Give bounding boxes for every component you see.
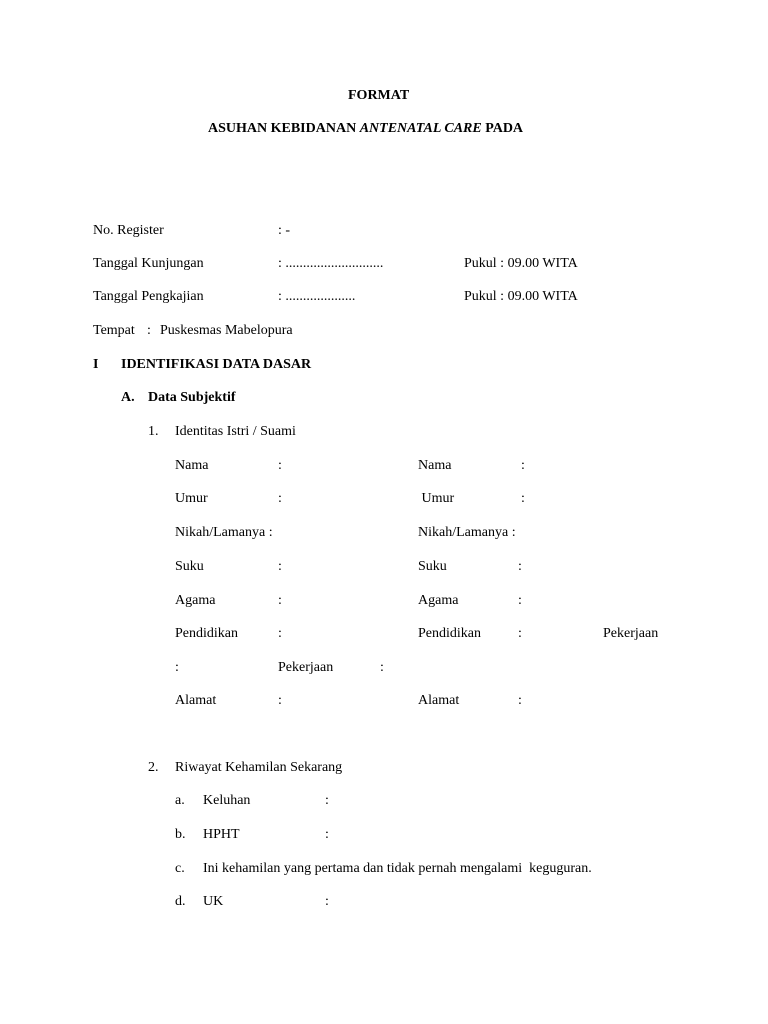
alamat-suami-label: Alamat: [418, 693, 460, 708]
nama-istri-colon: :: [278, 458, 282, 473]
pengkajian-time: Pukul : 09.00 WITA: [464, 289, 578, 304]
pendidikan-suami-colon: :: [518, 626, 522, 641]
pendidikan-istri-label: Pendidikan: [175, 626, 238, 641]
uk-letter: d.: [175, 894, 186, 909]
tempat-colon: :: [147, 323, 151, 338]
register-label: No. Register: [93, 223, 164, 238]
umur-istri-label: Umur: [175, 491, 208, 506]
register-value: : -: [278, 223, 291, 238]
umur-suami-colon: :: [521, 491, 525, 506]
tempat-label: Tempat: [93, 323, 135, 338]
pengkajian-value: : ....................: [278, 289, 356, 304]
document-subtitle: [208, 121, 523, 137]
hpht-colon: :: [325, 827, 329, 842]
pekerjaan-istri-colon: :: [175, 660, 179, 675]
kunjungan-time: Pukul : 09.00 WITA: [464, 256, 578, 271]
subtitle-text-end: PADA: [481, 121, 524, 136]
umur-istri-colon: :: [278, 491, 282, 506]
umur-suami-label: Umur: [418, 491, 455, 506]
pendidikan-istri-colon: :: [278, 626, 282, 641]
alamat-istri-label: Alamat: [175, 693, 217, 708]
section-title: IDENTIFIKASI DATA DASAR: [121, 357, 312, 372]
hpht-label: HPHT: [203, 827, 240, 842]
uk-colon: :: [325, 894, 329, 909]
nikah-suami-label: [418, 525, 516, 541]
section-number: I: [93, 357, 99, 372]
suku-suami-colon: :: [518, 559, 522, 574]
keluhan-label: Keluhan: [203, 793, 251, 808]
agama-suami-label: Agama: [418, 593, 459, 608]
agama-istri-label: Agama: [175, 593, 216, 608]
kunjungan-label: Tanggal Kunjungan: [93, 256, 204, 271]
pekerjaan-suami-colon: :: [380, 660, 384, 675]
subtitle-text-start: ASUHAN KEBIDANAN: [208, 121, 360, 136]
item2-title: Riwayat Kehamilan Sekarang: [175, 760, 343, 775]
subsection-title: Data Subjektif: [148, 390, 236, 405]
tempat-value: Puskesmas Mabelopura: [160, 323, 293, 338]
suku-istri-colon: :: [278, 559, 282, 574]
agama-suami-colon: :: [518, 593, 522, 608]
kehamilan-text: Ini kehamilan yang pertama dan tidak pernah mengalami keguguran.: [203, 861, 592, 876]
suku-suami-label: Suku: [418, 559, 447, 574]
nikah-istri-colon: :: [268, 525, 273, 540]
nama-suami-colon: :: [521, 458, 525, 473]
pendidikan-suami-label: Pendidikan: [418, 626, 481, 641]
item2-number: 2.: [148, 760, 159, 775]
keluhan-letter: a.: [175, 793, 185, 808]
nikah-istri-label: [175, 525, 273, 541]
suku-istri-label: Suku: [175, 559, 204, 574]
subtitle-italic-text: ANTENATAL CARE: [359, 121, 482, 136]
nikah-istri-text: Nikah/Lamanya: [175, 525, 266, 540]
nikah-suami-colon: :: [511, 525, 516, 540]
document-title: FORMAT: [348, 88, 410, 103]
kehamilan-letter: c.: [175, 861, 185, 876]
kunjungan-value: : ............................: [278, 256, 384, 271]
nama-istri-label: Nama: [175, 458, 209, 473]
item1-title: Identitas Istri / Suami: [175, 424, 296, 439]
subsection-letter: A.: [121, 390, 135, 405]
alamat-istri-colon: :: [278, 693, 282, 708]
uk-label: UK: [203, 894, 224, 909]
nama-suami-label: Nama: [418, 458, 452, 473]
alamat-suami-colon: :: [518, 693, 522, 708]
agama-istri-colon: :: [278, 593, 282, 608]
pekerjaan-suami-label: Pekerjaan: [278, 660, 334, 675]
hpht-letter: b.: [175, 827, 186, 842]
pengkajian-label: Tanggal Pengkajian: [93, 289, 204, 304]
nikah-suami-text: Nikah/Lamanya: [418, 525, 509, 540]
item1-number: 1.: [148, 424, 159, 439]
keluhan-colon: :: [325, 793, 329, 808]
pekerjaan-istri-label: Pekerjaan: [603, 626, 659, 641]
